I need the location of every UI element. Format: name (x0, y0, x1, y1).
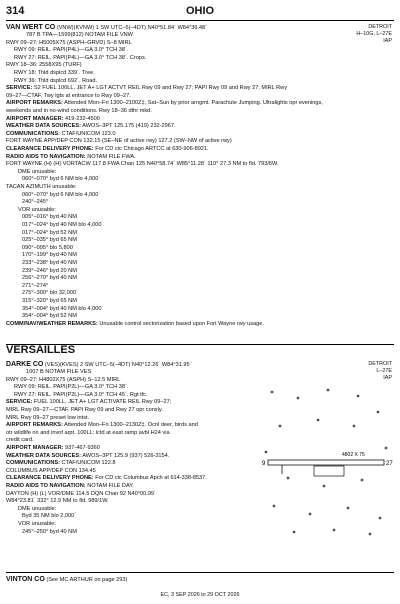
detail-line (6, 399, 171, 406)
detail-line: otr wildlife on and invof arpt. 100LL: lctd at east ramp avbl H24 via (6, 429, 170, 436)
detail-line: MIRL Rwy 09–27 preset low intst. (6, 414, 90, 421)
detail-line: 09–27—CTAF. Twy lgts at entrance to Rwy 09–27. (6, 92, 131, 99)
detail-line: RWY 27: REIL. PAPI(P4L)—GA 3.0° TCH 38´. Crops. (14, 54, 147, 61)
detail-line (6, 116, 100, 123)
airport-diagram (258, 382, 394, 542)
field-value: NOTAM FILE DAY. (85, 483, 134, 489)
page-header (6, 5, 394, 19)
detail-line: MIRL Rwy 09–27—CTAF. PAPI Rwy 09 and Rwy 27 opr consly. (6, 407, 163, 413)
chart-label: L–27E (376, 368, 392, 374)
detail-line: DME unusable: (18, 168, 57, 175)
runway-number-09: 9 (262, 461, 266, 467)
field-value: Unusable control sectorization based upon Fort Wayne rwy usage. (97, 320, 264, 327)
detail-line: 017°–024° byd 40 NM blo 4,000´ (22, 222, 104, 228)
detail-line (6, 445, 100, 452)
detail-line: 1007 B NOTAM FILE VES (26, 369, 92, 375)
detail-line: 240°–245° (22, 199, 49, 206)
field-label: RADIO AIDS TO NAVIGATION: (6, 153, 86, 160)
detail-line (6, 100, 323, 107)
detail-line (6, 85, 287, 92)
field-value: AWOS–3PT 125.9 (937) 526-3154. (81, 452, 170, 459)
detail-line: weekends and in no-wind conditions. Rwy 18–36 dthr mkd. (6, 108, 152, 114)
detail-line: RWY 27: REIL. PAPI(P2L)—GA 3.0° TCH 45´. Rgt tfc. (14, 391, 148, 398)
detail-line (6, 131, 116, 138)
detail-line: 017°–024° byd 52 NM (22, 229, 77, 236)
field-label: SERVICE: (6, 399, 33, 406)
detail-line: RWY 18–36: 2558X95 (TURF) (6, 62, 82, 69)
field-label: CLEARANCE DELIVERY PHONE: (6, 146, 94, 152)
section-rule (6, 572, 394, 573)
field-value: For CD ctc Columbus Apch at 614-338-8537. (93, 475, 207, 482)
field-label: WEATHER DATA SOURCES: (6, 123, 81, 130)
detail-line: 060°–070° byd 6 NM blo 4,000´ (22, 176, 101, 183)
airport-heading (6, 24, 207, 32)
field-label: WEATHER DATA SOURCES: (6, 452, 81, 459)
field-label: COMMUNICATIONS: (6, 460, 60, 467)
airport-idents: (VNW)(KVNW) 1 SW UTC–5(–4DT) N40°51.84´ W84°36.48´ (56, 25, 208, 31)
field-label: AIRPORT MANAGER: (6, 445, 64, 451)
cross-reference: (See MC ARTHUR on page 293) (46, 577, 128, 583)
runway (268, 460, 384, 465)
airport-name: VAN WERT CO (6, 24, 56, 31)
detail-line: 354°–004° byd 40 NM blo 4,000´ (22, 305, 104, 312)
detail-line: RWY 09: REIL. PAPI(P4L)—GA 3.0° TCH 38´. (14, 47, 129, 54)
detail-line: 275°–300° blo 32,000´ (22, 290, 78, 297)
effective-dates: EC, 3 SEP 2026 to 29 OCT 2026 (160, 592, 240, 598)
detail-line: RWY 09–27: H5005X75 (ASPH–GRVD) S–8 MIRL (6, 39, 132, 46)
field-value: 937-467-9360 (63, 445, 100, 451)
detail-line: 315°–320° byd 65 NM (22, 298, 77, 304)
chart-label: H–10G, L–27E (356, 31, 392, 37)
detail-line: RWY 09: REIL. PAPI(P2L)—GA 3.0° TCH 38´. (14, 384, 129, 391)
airport-heading (6, 576, 127, 584)
detail-line (6, 146, 209, 153)
header-rule (6, 20, 394, 21)
detail-line: 239°–246° byd 20 NM (22, 267, 77, 274)
iap-label: IAP (383, 38, 392, 44)
detail-line: FORT WAYNE (H) (H) VORTACW 117.8 FWA Chan 125 N40°58.74´ W85°11.28´ 110° 27.3 NM to fld. 793/6W. (6, 161, 279, 168)
field-value: 419-232-4500 (63, 115, 100, 122)
field-label: CLEARANCE DELIVERY PHONE: (6, 475, 94, 482)
field-label: COMM/NAV/WEATHER REMARKS: (6, 320, 98, 327)
detail-line: DME unusable: (18, 505, 57, 512)
detail-line: VOR unusable: (18, 206, 56, 213)
field-value: FUEL 100LL, JET A+ LGT ACTIVATE REIL Rwy 09–27; (32, 399, 172, 406)
region-label: DETROIT (368, 361, 392, 367)
detail-line: FORT WAYNE APP/DEP CON 132.15 (SE–NE of active rwy) 127.2 (SW–NW of active rwy) (6, 138, 232, 145)
field-label: AIRPORT MANAGER: (6, 115, 64, 122)
detail-line: COLUMBUS APP/DEP CON 134.45 (6, 467, 96, 474)
region-label: DETROIT (368, 24, 392, 30)
runway-number-27: 27 (386, 461, 393, 467)
state-title: OHIO (186, 5, 215, 17)
field-label: RADIO AIDS TO NAVIGATION: (6, 483, 86, 489)
detail-line: 787 B TPA—1599(812) NOTAM FILE VNW (26, 32, 133, 38)
field-value: NOTAM FILE FWA. (85, 153, 136, 160)
detail-line: DAYTON (H) (L) VOR/DME 114.5 DQN Chan 92 N40°00.99´ (6, 490, 156, 497)
detail-line: 060°–070° byd 6 NM blo 4,000´ (22, 191, 101, 198)
detail-line: credit card. (6, 437, 34, 444)
detail-line: 025°–035° byd 65 NM (22, 237, 77, 244)
detail-line (6, 154, 136, 161)
detail-line (6, 321, 264, 328)
airport-name: DARKE CO (6, 361, 44, 368)
detail-line: VOR unusable: (18, 521, 56, 527)
field-value: S2 FUEL 100LL, JET A+ LGT ACTVT REIL Rwy 09 and Rwy 27; PAPI Rwy 09 and Rwy 27; MIRL Rwy (32, 85, 287, 92)
field-value: For CD ctc Chicago ARTCC at 630-906-8921. (93, 146, 209, 152)
detail-line: RWY 36: Thld dsplcd 692´. Road. (14, 77, 98, 84)
detail-line: W84°23.81´ 332° 12.9 NM to fld. 989/1W. (6, 498, 109, 505)
detail-line: 233°–238° byd 40 NM (22, 260, 77, 266)
detail-line (6, 475, 207, 482)
detail-line (6, 460, 116, 467)
detail-line (6, 483, 134, 490)
detail-line: 245°–250° byd 40 NM (22, 528, 77, 535)
detail-line: RWY 18: Thld dsplcd 339´. Tree. (14, 70, 95, 76)
field-value: Attended Mon–Fri 1300–2100Z‡, Sat–Sun by prior arngmt. Parachute Jumping. Ultralights opr evenings, (62, 100, 323, 107)
detail-line (6, 422, 198, 429)
detail-line: RWY 09–27: H4802X75 (ASPH) S–12.5 MIRL (6, 376, 121, 383)
field-label: AIRPORT REMARKS: (6, 100, 63, 107)
field-label: COMMUNICATIONS: (6, 130, 60, 137)
city-name: VERSAILLES (6, 344, 76, 356)
detail-line (6, 453, 169, 460)
detail-line: Byd 35 NM blo 2,000´ (22, 513, 77, 520)
detail-line: 005°–016° byd 40 NM (22, 214, 77, 221)
field-value: AWOS–3PT 125.175 (419) 232-2967. (81, 123, 176, 130)
page-number: 314 (6, 5, 25, 17)
airport-name: VINTON CO (6, 576, 45, 583)
detail-line: 090°–095° blo 5,800´ (22, 244, 75, 251)
detail-line: TACAN AZIMUTH unusable: (6, 184, 77, 190)
detail-line: 271°–274° (22, 282, 49, 289)
field-value: Attended Mon–Fri 1300–2130Z‡. Ocnl deer, birds and (62, 422, 198, 429)
field-label: SERVICE: (6, 85, 33, 92)
runway-dimensions: 4802 X 75 (342, 452, 365, 458)
field-value: CTAF/UNICOM 123.0 (59, 130, 116, 137)
airport-idents: (VES)(KVES) 2 SW UTC–5(–4DT) N40°12.26´ W84°31.95´ (44, 362, 192, 368)
detail-line: 256°–270° byd 40 NM (22, 275, 77, 282)
detail-line: 354°–004° byd 52 NM (22, 313, 77, 320)
field-value: CTAF/UNICOM 122.8 (59, 460, 116, 467)
field-label: AIRPORT REMARKS: (6, 422, 63, 429)
detail-line: 170°–199° byd 40 NM (22, 252, 77, 259)
airport-heading (6, 361, 191, 369)
detail-line (6, 123, 176, 130)
iap-label: IAP (383, 375, 392, 381)
